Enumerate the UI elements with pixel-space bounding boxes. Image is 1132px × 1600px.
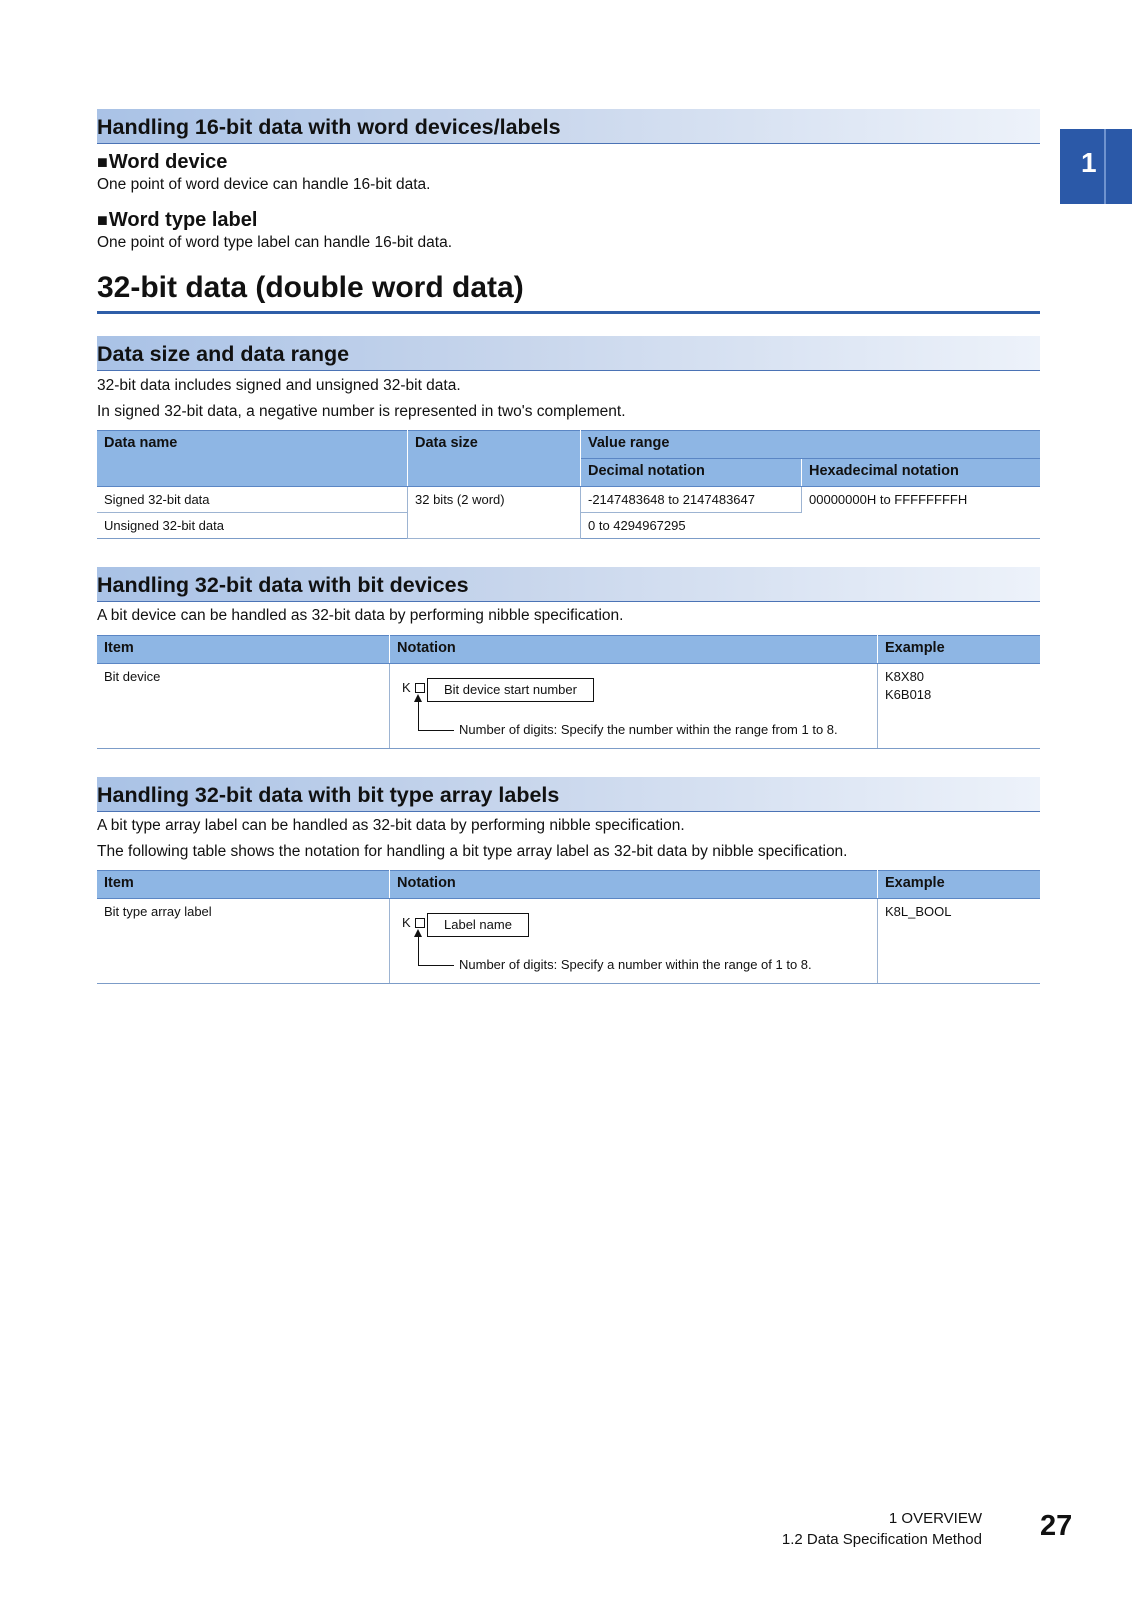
col-data-size: Data size <box>408 431 581 487</box>
col-example: Example <box>878 636 1041 664</box>
label-name-box: Label name <box>427 913 529 937</box>
bit-array-table <box>97 870 1040 984</box>
col-item: Item <box>97 871 390 899</box>
bit-array-para-1: A bit type array label can be handled as 32-bit data by performing nibble specification. <box>97 817 685 834</box>
cell-size: 32 bits (2 word) <box>408 487 581 539</box>
section-heading-16bit: Handling 16-bit data with word devices/labels <box>97 109 1040 144</box>
table-row <box>97 487 1040 513</box>
start-number-box: Bit device start number <box>427 678 594 702</box>
digits-note: Number of digits: Specify a number within the range of 1 to 8. <box>459 957 812 972</box>
cell-hex: 00000000H to FFFFFFFFH <box>802 487 1041 539</box>
section-heading-data-size: Data size and data range <box>97 336 1040 371</box>
chapter-tab-stripe <box>1104 129 1106 204</box>
digit-placeholder-icon <box>415 683 425 693</box>
table-row <box>97 899 1040 984</box>
page-number: 27 <box>1040 1510 1073 1542</box>
data-range-table <box>97 430 1040 539</box>
chapter-tab-number: 1 <box>1081 147 1097 178</box>
section-heading-bit-array: Handling 32-bit data with bit type array labels <box>97 777 1040 812</box>
digits-note: Number of digits: Specify the number within the range from 1 to 8. <box>459 722 838 737</box>
cell-example <box>878 664 1041 749</box>
k-prefix: K <box>402 680 411 695</box>
nibble-notation-diagram <box>390 664 877 748</box>
word-device-title: Word device <box>108 151 228 173</box>
nibble-notation-diagram <box>390 899 877 983</box>
data-size-para-2: In signed 32-bit data, a negative number is represented in two's complement. <box>97 403 626 420</box>
square-bullet-icon: ■ <box>97 210 108 230</box>
footer-chapter[interactable]: 1 OVERVIEW <box>888 1510 982 1527</box>
leader-line <box>418 700 419 731</box>
col-hex: Hexadecimal notation <box>802 459 1041 487</box>
cell-example: K8L_BOOL <box>878 899 1041 984</box>
section-heading-bit-devices: Handling 32-bit data with bit devices <box>97 567 1040 602</box>
page-content <box>97 109 1040 984</box>
example-value: K6B018 <box>885 687 932 702</box>
word-type-label-text: One point of word type label can handle 16-bit data. <box>97 234 453 251</box>
col-value-range: Value range <box>581 431 1041 459</box>
cell-name: Signed 32-bit data <box>97 487 408 513</box>
footer-breadcrumb <box>782 1508 982 1550</box>
leader-line <box>418 965 454 966</box>
cell-item: Bit type array label <box>97 899 390 984</box>
leader-line <box>418 935 419 966</box>
chapter-title: 32-bit data (double word data) <box>97 268 1040 314</box>
col-notation: Notation <box>390 871 878 899</box>
cell-name: Unsigned 32-bit data <box>97 513 408 539</box>
bit-device-table <box>97 635 1040 749</box>
cell-decimal: 0 to 4294967295 <box>581 513 802 539</box>
k-prefix: K <box>402 915 411 930</box>
col-example: Example <box>878 871 1041 899</box>
col-data-name: Data name <box>97 431 408 487</box>
example-value: K8X80 <box>885 669 925 684</box>
cell-item: Bit device <box>97 664 390 749</box>
square-bullet-icon: ■ <box>97 152 108 172</box>
chapter-tab[interactable] <box>1060 129 1132 204</box>
leader-line <box>418 730 454 731</box>
col-item: Item <box>97 636 390 664</box>
data-size-para-1: 32-bit data includes signed and unsigned 32-bit data. <box>97 377 461 394</box>
bit-array-para-2: The following table shows the notation for handling a bit type array label as 32-bit data by nibble specification. <box>97 843 848 860</box>
word-device-heading <box>97 150 1040 174</box>
col-decimal: Decimal notation <box>581 459 802 487</box>
table-row <box>97 664 1040 749</box>
cell-decimal: -2147483648 to 2147483647 <box>581 487 802 513</box>
col-notation: Notation <box>390 636 878 664</box>
digit-placeholder-icon <box>415 918 425 928</box>
cell-notation <box>390 664 878 749</box>
word-device-text: One point of word device can handle 16-bit data. <box>97 176 431 193</box>
cell-notation <box>390 899 878 984</box>
bit-devices-para: A bit device can be handled as 32-bit data by performing nibble specification. <box>97 607 624 624</box>
word-type-label-heading <box>97 208 1040 232</box>
word-type-label-title: Word type label <box>108 209 258 231</box>
footer-section[interactable]: 1.2 Data Specification Method <box>781 1531 982 1548</box>
